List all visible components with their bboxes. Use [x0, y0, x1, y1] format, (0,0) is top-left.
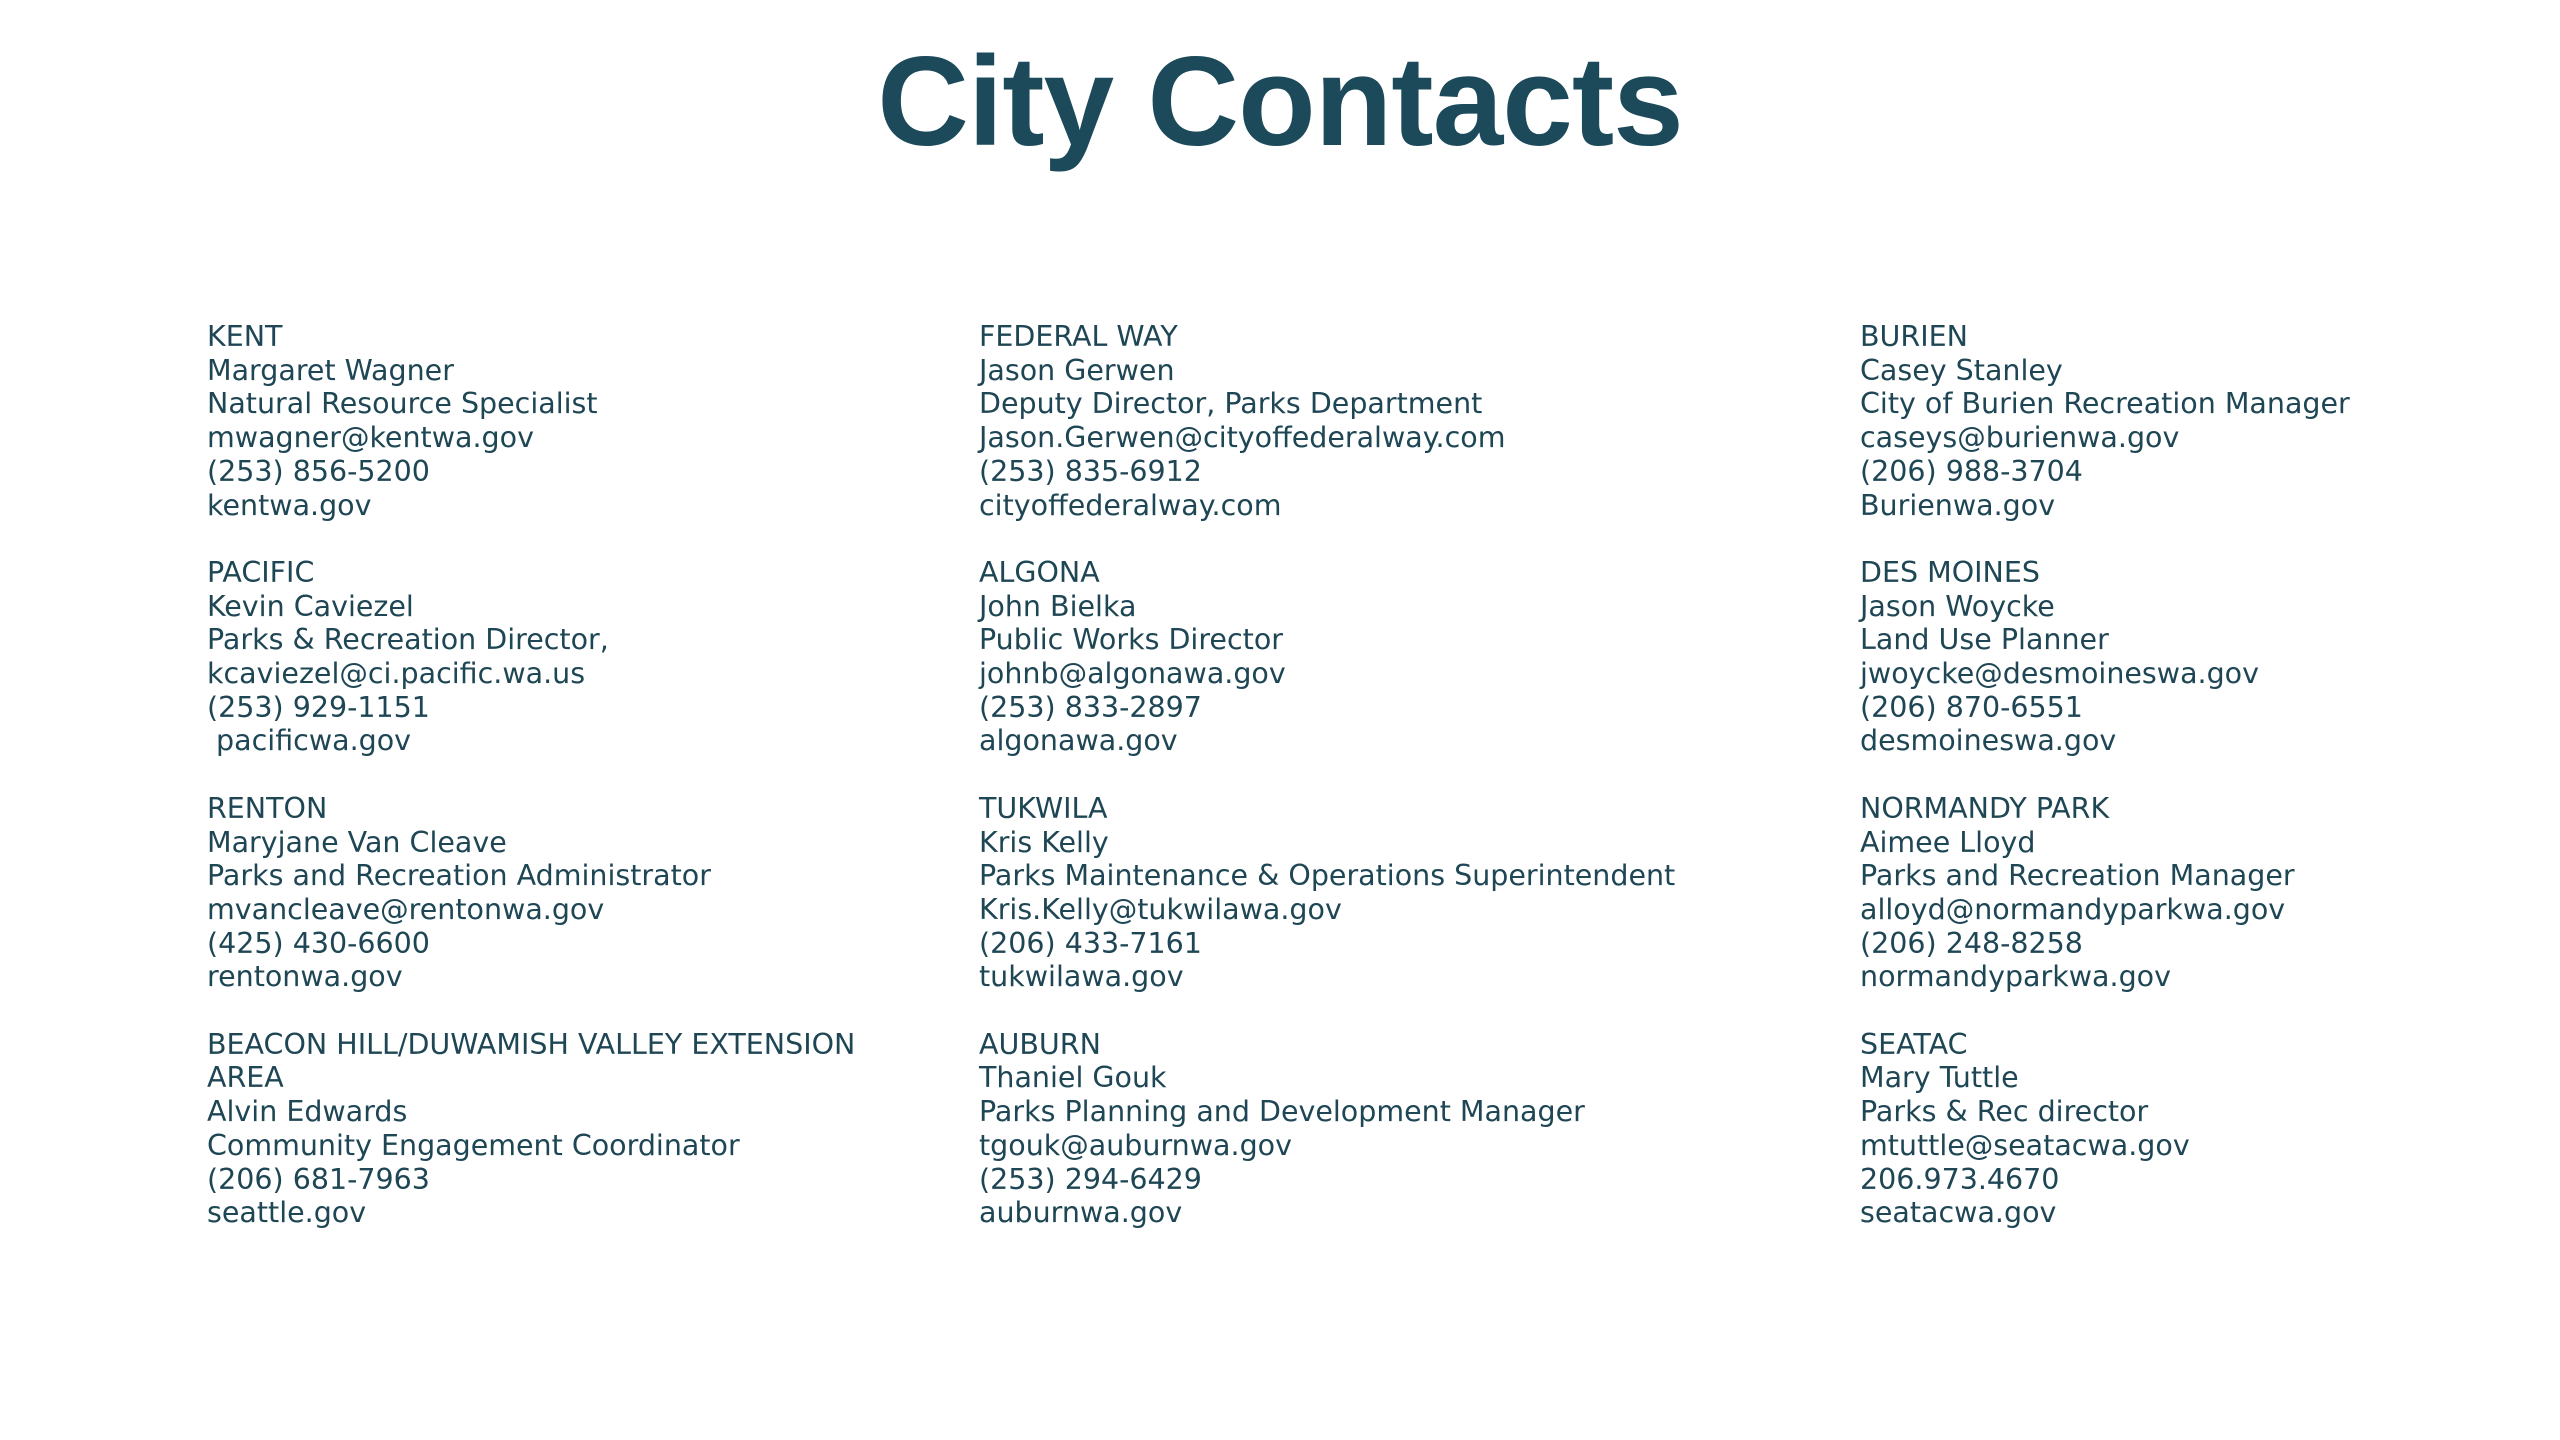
- contact-role: Parks Planning and Development Manager: [979, 1095, 1585, 1129]
- city-name: AUBURN: [979, 1027, 1101, 1061]
- contact-role: Natural Resource Specialist: [207, 387, 598, 421]
- contact-website: tukwilawa.gov: [979, 960, 1184, 994]
- contact-email: johnb@algonawa.gov: [979, 657, 1286, 691]
- contact-role: Parks and Recreation Manager: [1860, 859, 2295, 893]
- city-name: TUKWILA: [979, 791, 1108, 825]
- contact-website: pacificwa.gov: [207, 724, 412, 758]
- city-name: BEACON HILL/DUWAMISH VALLEY EXTENSION AREA: [207, 1027, 856, 1095]
- contact-role: Community Engagement Coordinator: [207, 1128, 740, 1162]
- city-name: SEATAC: [1860, 1027, 1968, 1061]
- contact-card-des-moines: [1860, 556, 2540, 758]
- contact-role: Parks Maintenance & Operations Superintendent: [979, 859, 1676, 893]
- contact-email: mtuttle@seatacwa.gov: [1860, 1128, 2190, 1162]
- contact-role: Land Use Planner: [1860, 623, 2109, 657]
- city-name: FEDERAL WAY: [979, 320, 1178, 353]
- contact-email: caseys@burienwa.gov: [1860, 421, 2180, 455]
- contact-card-beacon-hill: [207, 1028, 907, 1230]
- contact-phone: (206) 870-6551: [1860, 690, 2083, 724]
- contact-website: auburnwa.gov: [979, 1196, 1183, 1230]
- contact-email: jwoycke@desmoineswa.gov: [1860, 657, 2259, 691]
- contact-website: seatacwa.gov: [1860, 1196, 2057, 1230]
- contact-email: kcaviezel@ci.pacific.wa.us: [207, 657, 586, 691]
- contact-name: Thaniel Gouk: [979, 1061, 1167, 1095]
- contact-phone: (253) 835-6912: [979, 454, 1202, 488]
- contact-phone: (253) 856-5200: [207, 454, 430, 488]
- contacts-column-1: [207, 320, 907, 1264]
- contact-email: mvancleave@rentonwa.gov: [207, 892, 605, 926]
- contact-name: Aimee Lloyd: [1860, 825, 2036, 859]
- city-name: ALGONA: [979, 555, 1100, 589]
- contact-card-federal-way: [979, 320, 1799, 522]
- contact-card-renton: [207, 792, 907, 994]
- contact-name: Jason Gerwen: [979, 353, 1175, 387]
- contact-card-auburn: [979, 1028, 1799, 1230]
- page-title: City Contacts: [877, 30, 1683, 172]
- city-name: PACIFIC: [207, 555, 315, 589]
- contact-name: Kevin Caviezel: [207, 589, 414, 623]
- contact-website: desmoineswa.gov: [1860, 724, 2117, 758]
- contact-email: Jason.Gerwen@cityoffederalway.com: [979, 421, 1506, 455]
- contact-role: Deputy Director, Parks Department: [979, 387, 1483, 421]
- contact-phone: (253) 833-2897: [979, 690, 1202, 724]
- contact-website: rentonwa.gov: [207, 960, 403, 994]
- contact-email: mwagner@kentwa.gov: [207, 421, 534, 455]
- city-name: BURIEN: [1860, 320, 1968, 353]
- contact-website: seattle.gov: [207, 1196, 367, 1230]
- contact-name: John Bielka: [979, 589, 1137, 623]
- contact-name: Kris Kelly: [979, 825, 1109, 859]
- contact-card-pacific: [207, 556, 907, 758]
- contact-email: Kris.Kelly@tukwilawa.gov: [979, 892, 1342, 926]
- contact-role: Parks & Rec director: [1860, 1095, 2149, 1129]
- contacts-column-3: [1860, 320, 2540, 1264]
- contact-email: tgouk@auburnwa.gov: [979, 1128, 1292, 1162]
- contact-email: alloyd@normandyparkwa.gov: [1860, 892, 2286, 926]
- contact-role: Parks & Recreation Director,: [207, 623, 609, 657]
- contact-website: algonawa.gov: [979, 724, 1178, 758]
- contact-website: cityoffederalway.com: [979, 488, 1282, 522]
- contact-name: Mary Tuttle: [1860, 1061, 2019, 1095]
- contact-name: Maryjane Van Cleave: [207, 825, 507, 859]
- contact-website: kentwa.gov: [207, 488, 372, 522]
- contact-phone: (206) 681-7963: [207, 1162, 430, 1196]
- contact-card-kent: [207, 320, 907, 522]
- contact-name: Jason Woycke: [1860, 589, 2055, 623]
- contact-name: Margaret Wagner: [207, 353, 454, 387]
- contact-card-burien: [1860, 320, 2540, 522]
- city-name: KENT: [207, 320, 283, 353]
- contact-phone: (253) 929-1151: [207, 690, 430, 724]
- contact-phone: 206.973.4670: [1860, 1162, 2060, 1196]
- city-name: NORMANDY PARK: [1860, 791, 2110, 825]
- contact-phone: (206) 248-8258: [1860, 926, 2083, 960]
- contact-website: Burienwa.gov: [1860, 488, 2056, 522]
- contact-card-tukwila: [979, 792, 1799, 994]
- contact-website: normandyparkwa.gov: [1860, 960, 2171, 994]
- contact-role: City of Burien Recreation Manager: [1860, 387, 2350, 421]
- contact-phone: (206) 433-7161: [979, 926, 1202, 960]
- contact-card-normandy-park: [1860, 792, 2540, 994]
- city-name: DES MOINES: [1860, 555, 2040, 589]
- contacts-column-2: [979, 320, 1799, 1264]
- city-name: RENTON: [207, 791, 328, 825]
- contact-role: Parks and Recreation Administrator: [207, 859, 711, 893]
- contact-phone: (206) 988-3704: [1860, 454, 2083, 488]
- contact-role: Public Works Director: [979, 623, 1283, 657]
- contact-phone: (425) 430-6600: [207, 926, 430, 960]
- contact-phone: (253) 294-6429: [979, 1162, 1202, 1196]
- contact-card-algona: [979, 556, 1799, 758]
- contact-name: Alvin Edwards: [207, 1095, 408, 1129]
- contact-name: Casey Stanley: [1860, 353, 2063, 387]
- contact-card-seatac: [1860, 1028, 2540, 1230]
